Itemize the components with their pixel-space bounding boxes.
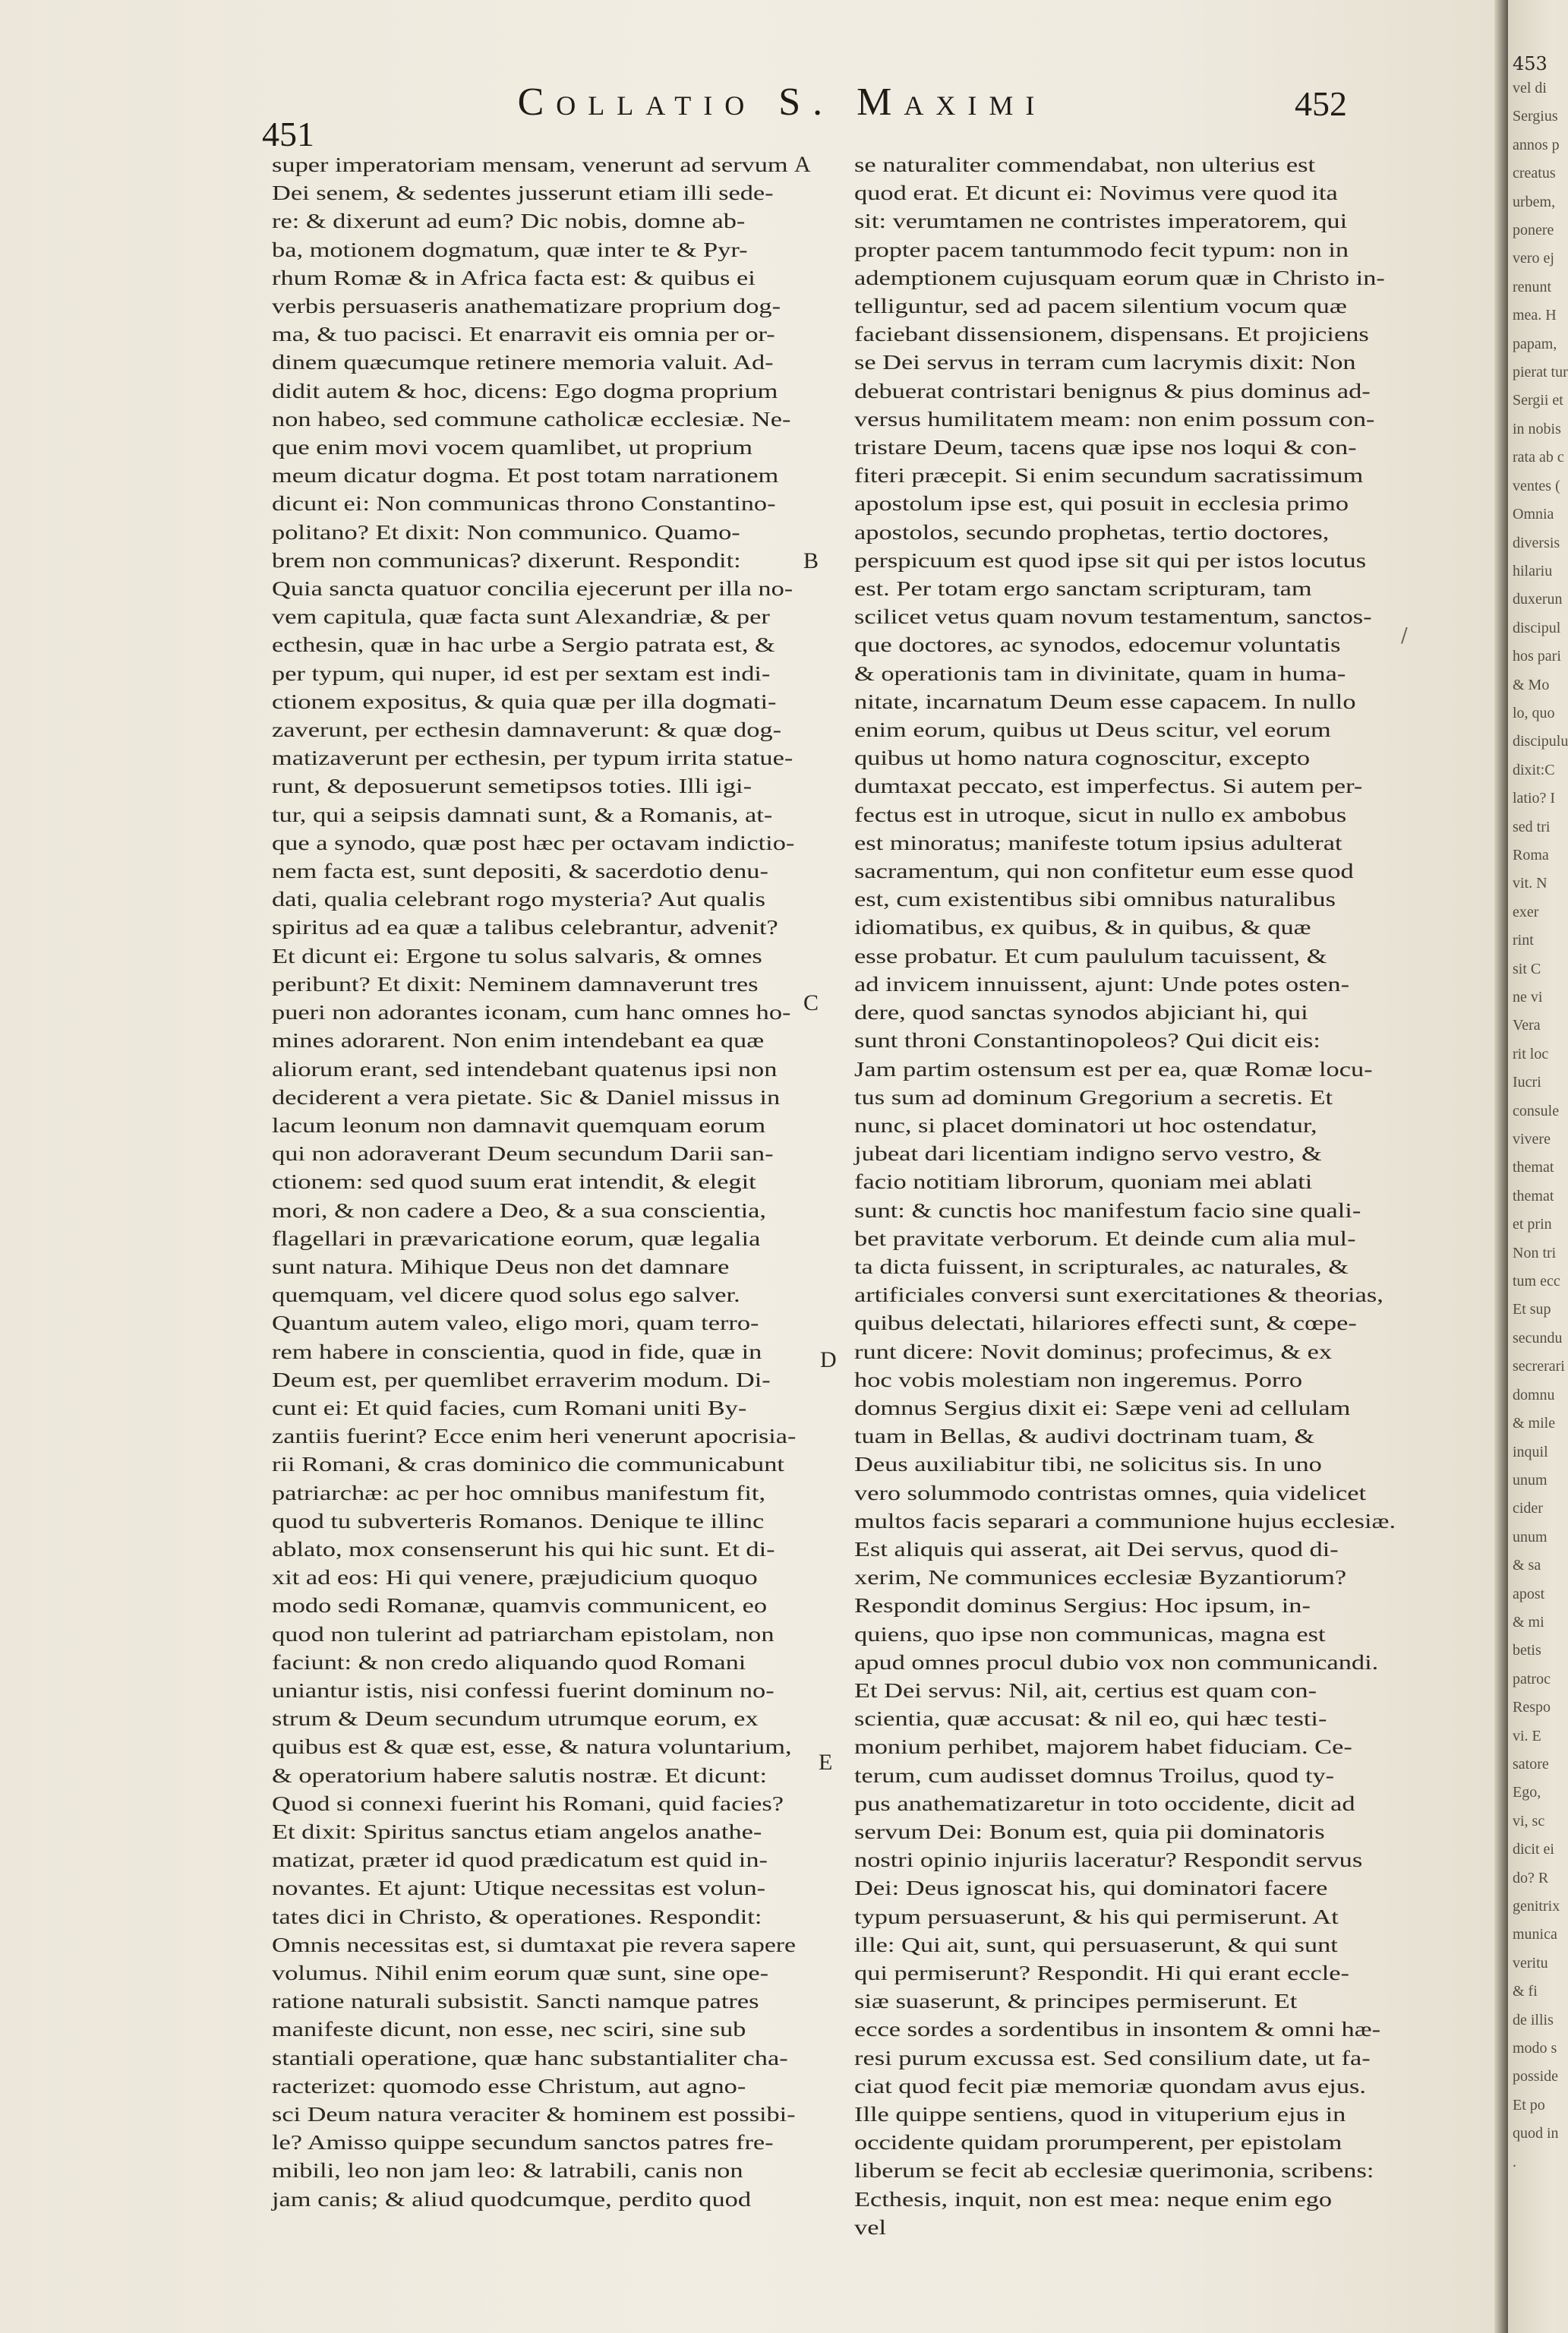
margin-marker-b: B bbox=[803, 548, 819, 573]
text-line: domnu bbox=[1513, 1386, 1555, 1403]
text-line: mea. H bbox=[1513, 307, 1557, 324]
text-line: aliorum erant, sed intendebant quatenus ipsi non bbox=[272, 1056, 778, 1081]
text-line: hilariu bbox=[1513, 562, 1553, 579]
text-line: Et dixit: Spiritus sanctus etiam angelos anathe- bbox=[272, 1819, 762, 1843]
text-line: Ecthesis, inquit, non est mea: neque enim ego bbox=[854, 2186, 1333, 2211]
text-line: papam, bbox=[1513, 335, 1557, 352]
text-line: tus sum ad dominum Gregorium a secretis. Et bbox=[854, 1084, 1333, 1109]
margin-marker-e: E bbox=[819, 1750, 833, 1775]
text-line: dere, quod sanctas synodos abjiciant hi, qui bbox=[854, 1000, 1308, 1024]
text-line: Sergii et bbox=[1513, 392, 1563, 409]
text-line: secrerari bbox=[1513, 1358, 1565, 1375]
text-line: fiteri præcepit. Si enim secundum sacratissimum bbox=[854, 463, 1364, 488]
text-line: Ego, bbox=[1513, 1784, 1541, 1801]
text-line: . bbox=[1513, 2153, 1516, 2170]
text-line: & operationis tam in divinitate, quam in huma- bbox=[854, 661, 1346, 685]
text-line: runt dicere: Novit dominus; profecimus, & ex bbox=[854, 1339, 1333, 1363]
book-gutter bbox=[1494, 0, 1508, 2333]
text-line: perspicuum est quod ipse sit qui per istos locutus bbox=[854, 548, 1367, 572]
text-line: sunt: & cunctis hoc manifestum facio sine quali- bbox=[854, 1198, 1361, 1222]
text-line: rata ab c bbox=[1513, 449, 1564, 466]
text-line: typum persuaserunt, & his qui permiserunt. At bbox=[854, 1904, 1339, 1928]
text-line: zantiis fuerint? Ecce enim heri venerunt apocrisia- bbox=[272, 1424, 797, 1448]
text-line: runt, & deposuerunt semetipsos toties. Illi igi- bbox=[272, 774, 752, 798]
text-line: Deum est, per quemlibet erraverim modum. Di- bbox=[272, 1367, 771, 1391]
text-line: & Mo bbox=[1513, 676, 1550, 693]
text-line: Et dicunt ei: Ergone tu solus salvaris, & omnes bbox=[272, 943, 762, 968]
text-line: Et Dei servus: Nil, ait, certius est quam con- bbox=[854, 1678, 1317, 1702]
running-head: Collatio S. Maximi bbox=[517, 81, 1047, 124]
text-line: rem habere in conscientia, quod in fide, quæ in bbox=[272, 1339, 762, 1363]
text-line: mines adorarent. Non enim intendebant ea quæ bbox=[272, 1028, 765, 1053]
text-line: ille: Qui ait, sunt, qui persuaserunt, & qui sunt bbox=[854, 1932, 1338, 1956]
text-line: deciderent a vera pietate. Sic & Daniel missus in bbox=[272, 1084, 781, 1109]
text-line: unum bbox=[1513, 1528, 1547, 1545]
text-line: que enim movi vocem quamlibet, ut proprium bbox=[272, 435, 752, 459]
text-line: sit C bbox=[1513, 960, 1541, 977]
text-line: matizat, præter id quod prædicatum est quid in- bbox=[272, 1848, 768, 1872]
text-line: debuerat contristari benignus & pius dominus ad- bbox=[854, 378, 1371, 403]
left-text-column bbox=[272, 150, 811, 2213]
text-line: uniantur istis, nisi confessi fuerint dominum no- bbox=[272, 1678, 775, 1702]
text-line: multos facis separari a communione hujus ecclesiæ. bbox=[854, 1508, 1396, 1533]
margin-marker-d: D bbox=[820, 1347, 837, 1372]
text-line: Omnis necessitas est, si dumtaxat pie revera sapere bbox=[272, 1932, 797, 1956]
text-line: peribunt? Et dixit: Neminem damnaverunt tres bbox=[272, 971, 759, 996]
text-line: ta dicta fuissent, in scripturales, ac naturales, & bbox=[854, 1254, 1349, 1278]
text-line: ctionem expositus, & quia quæ per illa dogmati- bbox=[272, 689, 777, 713]
text-line: tates dici in Christo, & operationes. Respondit: bbox=[272, 1904, 762, 1928]
text-line: Vera bbox=[1513, 1017, 1541, 1034]
text-line: vi, sc bbox=[1513, 1812, 1545, 1829]
text-line: genitrix bbox=[1513, 1898, 1560, 1915]
text-line: apost bbox=[1513, 1585, 1545, 1602]
text-line: & operatorium habere salutis nostræ. Et dicunt: bbox=[272, 1763, 768, 1787]
text-line: quibus ut homo natura cognoscitur, excepto bbox=[854, 746, 1311, 770]
text-line: rint bbox=[1513, 932, 1534, 949]
text-line: quod erat. Et dicunt ei: Novimus vere quod ita bbox=[854, 181, 1338, 205]
text-line: latio? I bbox=[1513, 790, 1556, 807]
text-line: quibus est & quæ est, esse, & natura voluntarium, bbox=[272, 1735, 792, 1759]
text-line: renunt bbox=[1513, 278, 1552, 295]
text-line: brem non communicas? dixerunt. Respondit: bbox=[272, 548, 741, 572]
text-line: in nobis bbox=[1513, 420, 1561, 437]
text-line: qui non adoraverant Deum secundum Darii san- bbox=[272, 1141, 774, 1166]
text-line: diversis bbox=[1513, 534, 1560, 551]
text-line: spiritus ad ea quæ a talibus celebrantur, advenit? bbox=[272, 915, 778, 939]
text-line: dicit ei bbox=[1513, 1841, 1554, 1858]
text-line: lo, quo bbox=[1513, 704, 1555, 721]
text-line: nostri opinio injuriis laceratur? Respondit servus bbox=[854, 1848, 1363, 1872]
text-line: vero ej bbox=[1513, 250, 1554, 267]
text-line: dixit:C bbox=[1513, 761, 1555, 778]
text-line: quemquam, vel dicere quod solus ego salver. bbox=[272, 1283, 740, 1307]
text-line: que doctores, ac synodos, edocemur voluntatis bbox=[854, 633, 1341, 657]
text-line: racterizet: quomodo esse Christum, aut agno- bbox=[272, 2073, 746, 2098]
text-line: rhum Romæ & in Africa facta est: & quibus ei bbox=[272, 265, 756, 289]
text-line: vero solummodo contristas omnes, quia videlicet bbox=[854, 1480, 1367, 1504]
text-line: sacramentum, qui non confitetur eum esse quod bbox=[854, 859, 1354, 883]
next-page-fragments bbox=[1508, 74, 1568, 2177]
text-line: patroc bbox=[1513, 1670, 1551, 1687]
text-line: matizaverunt per ecthesin, per typum irrita statue- bbox=[272, 746, 793, 770]
text-line: tur, qui a seipsis damnati sunt, & a Romanis, at- bbox=[272, 802, 773, 826]
text-line: se Dei servus in terram cum lacrymis dixit: Non bbox=[854, 350, 1356, 374]
text-line: Et sup bbox=[1513, 1301, 1551, 1318]
text-line: betis bbox=[1513, 1642, 1541, 1659]
text-line: sunt throni Constantinopoleos? Qui dicit eis: bbox=[854, 1028, 1320, 1053]
text-line: artificiales conversi sunt exercitationes & theorias, bbox=[854, 1283, 1383, 1307]
text-line: dumtaxat peccato, est imperfectus. Si autem per- bbox=[854, 774, 1363, 798]
text-line: ponere bbox=[1513, 222, 1554, 239]
text-line: xit ad eos: Hi qui venere, præjudicium quoquo bbox=[272, 1565, 758, 1590]
text-line: rit loc bbox=[1513, 1045, 1549, 1062]
text-line: occidente quidam prorumperent, per epistolam bbox=[854, 2130, 1342, 2155]
text-line: strum & Deum secundum utrumque eorum, ex bbox=[272, 1706, 759, 1731]
text-line: tuam in Bellas, & audivi doctrinam tuam, & bbox=[854, 1424, 1315, 1448]
text-line: que a synodo, quæ post hæc per octavam indictio- bbox=[272, 830, 795, 854]
text-line: resi purum excussa est. Sed consilium date, ut fa- bbox=[854, 2045, 1371, 2069]
text-line: verbis persuaseris anathematizare proprium dog- bbox=[272, 294, 781, 318]
text-line: servum Dei: Bonum est, quia pii dominatoris bbox=[854, 1819, 1325, 1843]
text-line: Sergius bbox=[1513, 108, 1558, 125]
text-line: themat bbox=[1513, 1159, 1554, 1176]
text-line: politano? Et dixit: Non communico. Quamo- bbox=[272, 519, 740, 544]
text-line: Ille quippe sentiens, quod in vituperium ejus in bbox=[854, 2102, 1346, 2126]
text-line: quiens, quo ipse non communicas, magna est bbox=[854, 1621, 1326, 1646]
next-page-number: 453 bbox=[1513, 53, 1547, 74]
text-line: Quantum autem valeo, eligo mori, quam terro- bbox=[272, 1311, 759, 1335]
text-line: annos p bbox=[1513, 136, 1560, 153]
text-line: apud omnes procul dubio vox non communicandi. bbox=[854, 1650, 1379, 1674]
text-line: super imperatoriam mensam, venerunt ad servum bbox=[272, 153, 788, 176]
text-line: & mile bbox=[1513, 1415, 1556, 1432]
text-line: le? Amisso quippe secundum sanctos patres fre- bbox=[272, 2130, 774, 2155]
text-line: Respo bbox=[1513, 1699, 1551, 1716]
text-line: patriarchæ: ac per hoc omnibus manifestum fit, bbox=[272, 1480, 766, 1504]
text-line: terum, cum audisset domnus Troilus, quod ty- bbox=[854, 1763, 1335, 1787]
page-number-right: 452 bbox=[1295, 84, 1347, 123]
text-line: faciebant dissensionem, dispensans. Et projiciens bbox=[854, 322, 1369, 346]
text-line: tum ecc bbox=[1513, 1273, 1560, 1290]
text-line: didit autem & hoc, dicens: Ego dogma proprium bbox=[272, 378, 778, 403]
text-line: non habeo, sed commune catholicæ ecclesiæ. Ne- bbox=[272, 406, 791, 431]
text-line: se naturaliter commendabat, non ulterius est bbox=[854, 153, 1316, 176]
text-line: Respondit dominus Sergius: Hoc ipsum, in- bbox=[854, 1593, 1311, 1618]
text-line: est, cum existentibus sibi omnibus naturalibus bbox=[854, 887, 1336, 911]
text-line: liberum se fecit ab ecclesiæ querimonia, scribens: bbox=[854, 2158, 1374, 2183]
text-line: dati, qualia celebrant rogo mysteria? Aut qualis bbox=[272, 887, 766, 911]
text-line: mori, & non cadere a Deo, & a sua conscientia, bbox=[272, 1198, 766, 1222]
text-line: stantiali operatione, quæ hanc substantialiter cha- bbox=[272, 2045, 788, 2069]
text-line: idiomatibus, ex quibus, & in quibus, & quæ bbox=[854, 915, 1311, 939]
text-line: ctionem: sed quod suum erat intendit, & elegit bbox=[272, 1170, 756, 1194]
text-line: Dei: Deus ignoscat his, qui dominatori facere bbox=[854, 1876, 1328, 1900]
text-line: nitate, incarnatum Deum esse capacem. In nullo bbox=[854, 689, 1356, 713]
text-line: ecce sordes a sordentibus in insontem & omni hæ- bbox=[854, 2017, 1381, 2041]
text-line: Deus auxiliabitur tibi, ne solicitus sis. In uno bbox=[854, 1452, 1322, 1476]
text-line: munica bbox=[1513, 1926, 1557, 1943]
text-line: zaverunt, per ecthesin damnaverunt: & quæ dog- bbox=[272, 718, 782, 742]
text-line: enim eorum, quibus ut Deus scitur, vel eorum bbox=[854, 718, 1331, 742]
page-number-left: 451 bbox=[262, 115, 314, 153]
text-line: cider bbox=[1513, 1500, 1543, 1517]
text-line: duxerun bbox=[1513, 591, 1563, 608]
text-line: urbem, bbox=[1513, 193, 1556, 210]
text-line: ad invicem innuissent, ajunt: Unde potes osten- bbox=[854, 971, 1350, 996]
text-line: nem facta est, sunt depositi, & sacerdotio denu- bbox=[272, 859, 768, 883]
text-line: facio notitiam librorum, quoniam mei ablati bbox=[854, 1170, 1313, 1194]
next-page-edge bbox=[1508, 0, 1568, 2333]
text-line: & sa bbox=[1513, 1557, 1541, 1574]
text-line: Dei senem, & sedentes jusserunt etiam illi sede- bbox=[272, 181, 774, 205]
text-line: telliguntur, sed ad pacem silentium vocum quæ bbox=[854, 294, 1347, 318]
text-line: hos pari bbox=[1513, 648, 1561, 665]
text-line: sed tri bbox=[1513, 818, 1551, 835]
text-line: lacum leonum non damnavit quemquam eorum bbox=[272, 1113, 766, 1137]
text-line: de illis bbox=[1513, 2011, 1554, 2028]
text-line: apostolos, secundo prophetas, tertio doctores, bbox=[854, 519, 1330, 544]
text-line: faciunt: & non credo aliquando quod Romani bbox=[272, 1650, 746, 1674]
text-line: vel di bbox=[1513, 80, 1547, 96]
text-line: modo sedi Romanæ, quamvis communicent, eo bbox=[272, 1593, 768, 1618]
text-line: versus humilitatem meam: non enim possum con- bbox=[854, 406, 1375, 431]
text-line: novantes. Et ajunt: Utique necessitas est volun- bbox=[272, 1876, 766, 1900]
text-line: tristare Deum, tacens quæ ipse nos loqui & con- bbox=[854, 435, 1357, 459]
text-line: re: & dixerunt ad eum? Dic nobis, domne ab- bbox=[272, 209, 746, 233]
text-line: pus anathematizaretur in toto occidente, dicit ad bbox=[854, 1791, 1355, 1815]
text-line: vi. E bbox=[1513, 1727, 1541, 1744]
text-line: quod non tulerint ad patriarcham epistolam, non bbox=[272, 1621, 775, 1646]
text-line: hoc vobis molestiam non ingeremus. Porro bbox=[854, 1367, 1303, 1391]
text-line: per typum, qui nuper, id est per sextam est indi- bbox=[272, 661, 771, 685]
text-line: vivere bbox=[1513, 1131, 1551, 1148]
text-line: ratione naturali subsistit. Sancti namque patres bbox=[272, 1989, 759, 2013]
text-line: veritu bbox=[1513, 1954, 1548, 1972]
text-line: pierat tur bbox=[1513, 364, 1568, 381]
text-line: Quod si connexi fuerint his Romani, quid facies? bbox=[272, 1791, 784, 1815]
margin-marker-a: A bbox=[794, 152, 811, 177]
text-line: sci Deum natura veraciter & hominem est possibi- bbox=[272, 2102, 796, 2126]
text-line: fectus est in utroque, sicut in nullo ex ambobus bbox=[854, 802, 1347, 826]
text-line: siæ suaserunt, & principes permiserunt. Et bbox=[854, 1989, 1298, 2013]
text-line: jubeat dari licentiam indigno servo vestro, & bbox=[854, 1141, 1322, 1166]
text-line: Jam partim ostensum est per ea, quæ Romæ locu- bbox=[854, 1056, 1373, 1081]
text-line: themat bbox=[1513, 1187, 1554, 1204]
text-line: quod in bbox=[1513, 2125, 1559, 2142]
text-line: ma, & tuo pacisci. Et enarravit eis omnia per or- bbox=[272, 322, 775, 346]
text-line: quibus delectati, hilariores effecti sunt, & cœpe- bbox=[854, 1311, 1357, 1335]
text-line: cunt ei: Et quid facies, cum Romani uniti By- bbox=[272, 1395, 747, 1419]
text-line: Non tri bbox=[1513, 1244, 1557, 1261]
text-line: quod tu subverteris Romanos. Denique te illinc bbox=[272, 1508, 765, 1533]
text-line: & mi bbox=[1513, 1613, 1544, 1631]
text-line: domnus Sergius dixit ei: Sæpe veni ad cellulam bbox=[854, 1395, 1351, 1419]
text-line: discipul bbox=[1513, 619, 1561, 636]
text-line: ne vi bbox=[1513, 989, 1543, 1005]
text-line: modo s bbox=[1513, 2040, 1557, 2057]
text-line: discipulu bbox=[1513, 733, 1568, 750]
text-line: vel bbox=[854, 2215, 887, 2239]
margin-marker-c: C bbox=[803, 990, 819, 1015]
text-line: sunt natura. Mihique Deus non det damnare bbox=[272, 1254, 730, 1278]
text-line: Iucri bbox=[1513, 1074, 1541, 1091]
pencil-mark: / bbox=[1401, 624, 1408, 647]
text-line: nunc, si placet dominatori ut hoc ostendatur, bbox=[854, 1113, 1317, 1137]
text-line: creatus bbox=[1513, 165, 1556, 182]
text-line: flagellari in prævaricatione eorum, quæ legalia bbox=[272, 1226, 761, 1250]
text-line: satore bbox=[1513, 1755, 1549, 1773]
text-line: Et po bbox=[1513, 2096, 1545, 2114]
text-line: volumus. Nihil enim eorum quæ sunt, sine ope- bbox=[272, 1961, 769, 1984]
text-line: meum dicatur dogma. Et post totam narrationem bbox=[272, 463, 779, 488]
text-line: ciat quod fecit piæ memoriæ quondam avus ejus. bbox=[854, 2073, 1367, 2098]
text-line: sit: verumtamen ne contristes imperatorem, qui bbox=[854, 209, 1348, 233]
right-text-column bbox=[854, 150, 1409, 2241]
text-line: Omnia bbox=[1513, 506, 1554, 523]
text-line: scilicet vetus quam novum testamentum, sanctos- bbox=[854, 605, 1372, 629]
text-line: esse probatur. Et cum paululum tacuissent, & bbox=[854, 943, 1327, 968]
text-line: et prin bbox=[1513, 1216, 1552, 1233]
text-line: Est aliquis qui asserat, ait Dei servus, quod di- bbox=[854, 1536, 1339, 1561]
text-line: Quia sancta quatuor concilia ejecerunt per illa no- bbox=[272, 576, 793, 601]
text-line: vem capitula, quæ facta sunt Alexandriæ, & per bbox=[272, 605, 770, 629]
text-line: est minoratus; manifeste totum ipsius adulterat bbox=[854, 830, 1342, 854]
text-line: consule bbox=[1513, 1102, 1560, 1119]
text-line: do? R bbox=[1513, 1869, 1549, 1886]
text-line: Roma bbox=[1513, 846, 1549, 863]
text-line: scientia, quæ accusat: & nil eo, qui hæc testi- bbox=[854, 1706, 1327, 1731]
text-line: pueri non adorantes iconam, cum hanc omnes ho- bbox=[272, 1000, 791, 1024]
text-line: mibili, leo non jam leo: & latrabili, canis non bbox=[272, 2158, 743, 2183]
text-line: est. Per totam ergo sanctam scripturam, tam bbox=[854, 576, 1312, 601]
text-line: ba, motionem dogmatum, quæ inter te & Pyr- bbox=[272, 237, 748, 261]
text-line: manifeste dicunt, non esse, nec sciri, sine sub bbox=[272, 2017, 746, 2041]
text-line: posside bbox=[1513, 2068, 1558, 2085]
text-line: ademptionem cujusquam eorum quæ in Christo in- bbox=[854, 265, 1385, 289]
text-line: ecthesin, quæ in hac urbe a Sergio patrata est, & bbox=[272, 633, 775, 657]
text-line: rii Romani, & cras dominico die communicabunt bbox=[272, 1452, 784, 1476]
text-line: monium perhibet, majorem habet fiduciam. Ce- bbox=[854, 1735, 1352, 1759]
text-line: ablato, mox consenserunt his qui hic sunt. Et di- bbox=[272, 1536, 775, 1561]
text-line: xerim, Ne communices ecclesiæ Byzantiorum? bbox=[854, 1565, 1347, 1590]
text-line: apostolum ipse est, qui posuit in ecclesia primo bbox=[854, 491, 1349, 516]
text-line: dinem quæcumque retinere memoria valuit. Ad- bbox=[272, 350, 774, 374]
text-line: bet pravitate verborum. Et deinde cum alia mul- bbox=[854, 1226, 1356, 1250]
text-line: jam canis; & aliud quodcumque, perdito quod bbox=[272, 2186, 752, 2211]
text-line: propter pacem tantummodo fecit typum: non in bbox=[854, 237, 1349, 261]
text-line: secundu bbox=[1513, 1329, 1563, 1346]
text-line: dicunt ei: Non communicas throno Constantino- bbox=[272, 491, 776, 516]
text-line: exer bbox=[1513, 903, 1539, 920]
text-line: inquil bbox=[1513, 1443, 1548, 1460]
text-line: vit. N bbox=[1513, 875, 1547, 892]
text-line: qui permiserunt? Respondit. Hi qui erant eccle- bbox=[854, 1961, 1349, 1984]
text-line: ventes ( bbox=[1513, 477, 1560, 494]
text-line: & fi bbox=[1513, 1983, 1538, 2000]
text-line: unum bbox=[1513, 1471, 1547, 1489]
